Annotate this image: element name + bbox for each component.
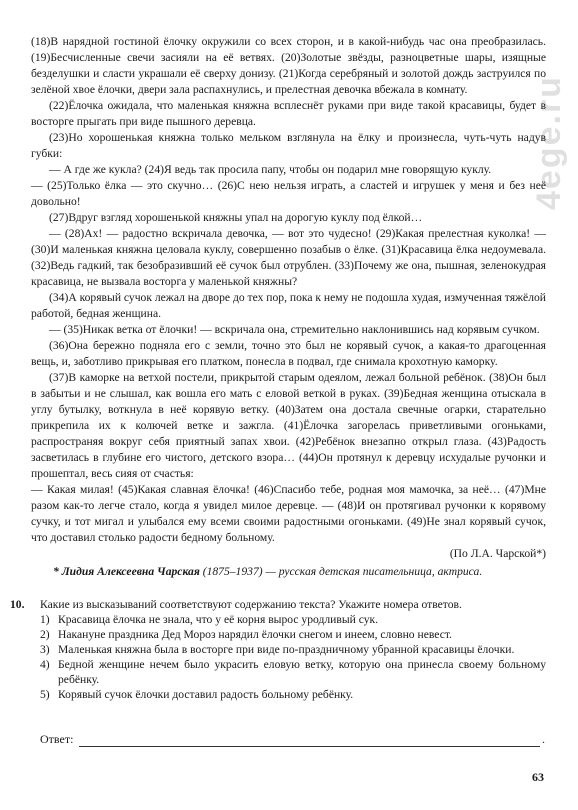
option-2 <box>40 627 546 642</box>
paragraph: (18)В нарядной гостиной ёлочку окружили со всех сторон, и в какой-нибудь час она преобразилась. (19)Бесчисленные свечи засияли на её ветвях. (20)Золотые звёзды, разноцветные шары, изящные безделушки и сласти украшали её сверху донизу. (21)Когда серебряный и золотой дождь заструился по зелёной хвое ёлочки, двери зала распахнулись, и прелестная девочка вбежала в комнату. <box>31 35 546 96</box>
paragraph: — (25)Только ёлка — это скучно… (26)С нею нельзя играть, а сластей и игрушек у меня и без неё довольно! <box>31 179 546 208</box>
option-text: Накануне праздника Дед Мороз нарядил ёлочки снегом и инеем, словно невест. <box>58 628 452 641</box>
paragraph: — А где же кукла? (24)Я ведь так просила папу, чтобы он подарил мне говорящую куклу. <box>49 163 492 176</box>
paragraph: — (35)Никак ветка от ёлочки! — вскричала она, стремительно наклонившись над корявым сучком. <box>49 323 540 336</box>
page-number: 63 <box>532 770 544 784</box>
option-number: 5) <box>40 688 50 701</box>
task-question: Какие из высказываний соответствуют содержанию текста? Укажите номера ответов. <box>40 598 462 611</box>
option-1 <box>40 612 546 627</box>
paragraph: — (28)Ах! — радостно вскричала девочка, — вот это чудесно! (29)Какая прелестная куколка! — (30)И маленькая княжна целовала куклу, совершенно позабыв о ёлке. (31)Красавица ёлка недоумевала. (32)Ведь гадкий, так безобразивший её сучок был отрублен. (33)Почему же она, пышная, зеленокудрая красавица, не вызвала восторга у маленькой княжны? <box>31 227 546 288</box>
paragraph: (23)Но хорошенькая княжна только мельком взглянула на ёлку и произнесла, чуть-чуть надув губки: <box>31 131 546 160</box>
option-text: Маленькая княжна была в восторге при виде по-праздничному убранной красавицы ёлочки. <box>58 643 515 656</box>
paragraph: (36)Она бережно подняла его с земли, точно это был не корявый сучок, а какая-то драгоценная вещь, и, заботливо прикрывая его платком, понесла в подвал, где снимала крохотную каморку. <box>31 339 546 368</box>
footnote-years: (1875–1937) <box>202 565 263 578</box>
option-number: 3) <box>40 643 50 656</box>
answer-label: Ответ: <box>40 732 74 746</box>
paragraph: (34)А корявый сучок лежал на дворе до тех пор, пока к нему не подошла худая, измученная тяжёлой работой, бедная женщина. <box>31 291 546 320</box>
footnote-author: * Лидия Алексеевна Чарская <box>53 565 200 578</box>
task-10 <box>10 597 546 702</box>
paragraph: (37)В каморке на ветхой постели, прикрытой старым одеялом, лежал больной ребёнок. (38)Он был в забытьи и не слышал, как вошла его мать с еловой веткой в руках. (39)Бедная женщина отыскала в углу бутылку, воткнула в неё корявую ветку. (40)Затем она достала свечные огарки, старательно прикрепила их к колючей ветке и зажгла. (41)Ёлочка загорелась приветливыми огоньками, распространяя вокруг себя приятный запах хвои. (42)Ребёнок внезапно открыл глаза. (43)Радость засветилась в глубине его чистого, детского взора… (44)Он протянул к деревцу исхудалые ручонки и прошептал, весь сияя от счастья: <box>31 371 546 480</box>
option-4 <box>40 657 546 687</box>
option-number: 4) <box>40 658 50 671</box>
paragraph: (22)Ёлочка ожидала, что маленькая княжна всплеснёт руками при виде такой красавицы, будет в восторге прыгать при виде пышного деревца. <box>31 99 546 128</box>
option-5 <box>40 687 546 702</box>
option-text: Корявый сучок ёлочки доставил радость больному ребёнку. <box>58 688 354 701</box>
answer-blank-line[interactable] <box>79 735 540 747</box>
footnote-description: — русская детская писательница, актриса. <box>265 565 483 578</box>
answer-options <box>40 612 546 702</box>
answer-row <box>40 732 545 747</box>
watermark: 4ege.ru <box>530 75 568 210</box>
option-text: Красавица ёлочка не знала, что у её корня вырос уродливый сук. <box>58 613 379 626</box>
task-number: 10. <box>10 598 25 611</box>
option-text: Бедной женщине нечем было украсить еловую ветку, которую она принесла своему больному ребёнку. <box>58 658 546 686</box>
paragraph: — Какая милая! (45)Какая славная ёлочка! (46)Спасибо тебе, родная моя мамочка, за неё… (47)Мне разом как-то легче стало, когда я увидел милое деревце. — (48)И он протягивал ручонки к корявому сучку, и тот мигал и улыбался ему всеми своими радостными огоньками. (49)Не знал корявый сучок, что доставил столько радости бедному больному. <box>31 483 546 544</box>
option-number: 1) <box>40 613 50 626</box>
author-footnote <box>53 564 546 580</box>
option-number: 2) <box>40 628 50 641</box>
answer-end-mark: . <box>542 732 545 746</box>
option-3 <box>40 642 546 657</box>
source-attribution: (По Л.А. Чарской*) <box>449 547 546 560</box>
paragraph: (27)Вдруг взгляд хорошенькой княжны упал на дорогую куклу под ёлкой… <box>49 211 423 224</box>
passage-text <box>31 34 546 580</box>
